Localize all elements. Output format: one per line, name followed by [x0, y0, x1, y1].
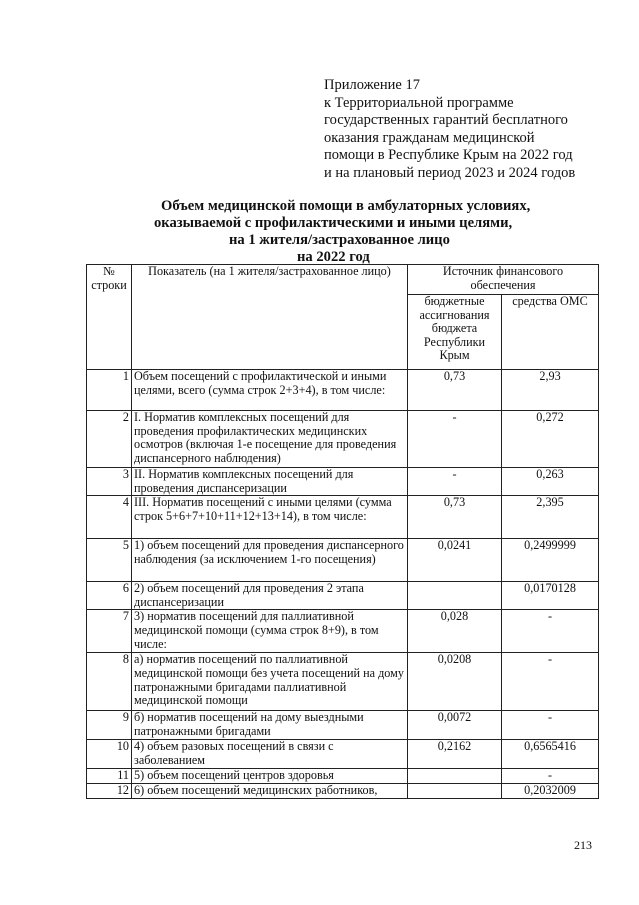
row-oms: 0,6565416: [502, 740, 599, 769]
header-indicator: Показатель (на 1 жителя/застрахованное лицо): [132, 265, 408, 370]
header-number: № строки: [87, 265, 132, 370]
row-oms: 0,272: [502, 411, 599, 468]
title-line: на 1 жителя/застрахованное лицо: [229, 232, 450, 248]
row-indicator: 5) объем посещений центров здоровья: [132, 769, 408, 784]
row-indicator: III. Норматив посещений с иными целями (сумма строк 5+6+7+10+11+12+13+14), в том числе:: [132, 496, 408, 539]
row-budget: [408, 784, 502, 799]
row-indicator: II. Норматив комплексных посещений для проведения диспансеризации: [132, 468, 408, 496]
table-row: [87, 468, 599, 496]
row-indicator: 4) объем разовых посещений в связи с заболеванием: [132, 740, 408, 769]
row-indicator: Объем посещений с профилактической и иными целями, всего (сумма строк 2+3+4), в том числе:: [132, 370, 408, 411]
header-source: Источник финансового обеспечения: [408, 265, 599, 295]
row-number: 2: [87, 411, 132, 468]
row-indicator: 1) объем посещений для проведения диспансерного наблюдения (за исключением 1-го посещения): [132, 539, 408, 582]
row-budget: 0,028: [408, 610, 502, 653]
row-budget: 0,2162: [408, 740, 502, 769]
row-number: 3: [87, 468, 132, 496]
table-row: [87, 496, 599, 539]
row-number: 5: [87, 539, 132, 582]
row-budget: -: [408, 411, 502, 468]
row-indicator: 6) объем посещений медицинских работников,: [132, 784, 408, 799]
row-number: 6: [87, 582, 132, 610]
row-number: 8: [87, 653, 132, 711]
row-oms: 0,2499999: [502, 539, 599, 582]
table-row: [87, 653, 599, 711]
row-number: 4: [87, 496, 132, 539]
row-budget: [408, 769, 502, 784]
row-oms: -: [502, 711, 599, 740]
row-oms: -: [502, 610, 599, 653]
row-budget: -: [408, 468, 502, 496]
appendix-line: помощи в Республике Крым на 2022 год: [324, 147, 573, 164]
row-oms: 0,263: [502, 468, 599, 496]
table-row: [87, 411, 599, 468]
row-number: 7: [87, 610, 132, 653]
row-oms: -: [502, 769, 599, 784]
table-row: [87, 784, 599, 799]
row-oms: 0,0170128: [502, 582, 599, 610]
row-indicator: 3) норматив посещений для паллиативной медицинской помощи (сумма строк 8+9), в том числе:: [132, 610, 408, 653]
table-row: [87, 539, 599, 582]
title-line: на 2022 год: [297, 249, 370, 265]
page-number: 213: [574, 838, 592, 852]
row-oms: -: [502, 653, 599, 711]
row-budget: 0,0241: [408, 539, 502, 582]
table-row: [87, 610, 599, 653]
row-indicator: б) норматив посещений на дому выездными патронажными бригадами: [132, 711, 408, 740]
appendix-heading: [324, 77, 624, 183]
row-budget: 0,0072: [408, 711, 502, 740]
row-number: 10: [87, 740, 132, 769]
row-oms: 0,2032009: [502, 784, 599, 799]
table-row: [87, 769, 599, 784]
row-indicator: I. Норматив комплексных посещений для проведения профилактических медицинских осмотров (включая 1-е посещение для проведения диспансерного наблюдения): [132, 411, 408, 468]
row-indicator: а) норматив посещений по паллиативной медицинской помощи без учета посещений на дому патронажными бригадами паллиативной медицинской помощи: [132, 653, 408, 711]
row-budget: 0,0208: [408, 653, 502, 711]
title-line: Объем медицинской помощи в амбулаторных условиях,: [161, 198, 531, 214]
row-indicator: 2) объем посещений для проведения 2 этапа диспансеризации: [132, 582, 408, 610]
row-budget: 0,73: [408, 496, 502, 539]
header-budget: бюджетные ассигнования бюджета Республики Крым: [408, 295, 502, 370]
row-number: 12: [87, 784, 132, 799]
row-number: 1: [87, 370, 132, 411]
appendix-line: и на плановый период 2023 и 2024 годов: [324, 164, 576, 181]
appendix-line: оказания гражданам медицинской: [324, 129, 535, 146]
header-oms: средства ОМС: [502, 295, 599, 370]
table-row: [87, 370, 599, 411]
row-budget: 0,73: [408, 370, 502, 411]
row-oms: 2,395: [502, 496, 599, 539]
appendix-line: Приложение 17: [324, 77, 420, 93]
appendix-line: к Территориальной программе: [324, 94, 514, 111]
table-row: [87, 711, 599, 740]
volume-table: [86, 264, 599, 799]
row-oms: 2,93: [502, 370, 599, 411]
row-number: 9: [87, 711, 132, 740]
table-row: [87, 582, 599, 610]
title-line: оказываемой с профилактическими и иными целями,: [154, 215, 513, 231]
row-budget: [408, 582, 502, 610]
row-number: 11: [87, 769, 132, 784]
appendix-line: государственных гарантий бесплатного: [324, 112, 568, 129]
table-row: [87, 740, 599, 769]
table-body: [87, 265, 599, 799]
header-row: [87, 265, 599, 295]
